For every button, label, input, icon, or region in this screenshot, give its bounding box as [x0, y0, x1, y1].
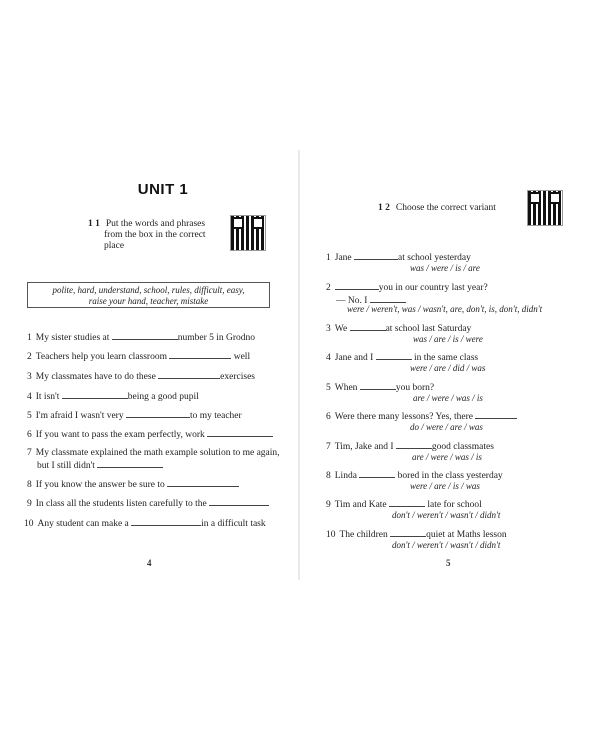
item-reply: — No. I [336, 296, 368, 306]
item-text-after: at school yesterday [398, 253, 471, 263]
task-1-item [24, 517, 266, 530]
item-number: 6 [326, 412, 331, 422]
item-text: My sister studies at [35, 333, 110, 343]
answer-blank[interactable] [158, 370, 220, 379]
item-number: 3 [27, 372, 32, 382]
word-box-line-1: polite, hard, understand, school, rules, difficult, easy, [52, 285, 245, 295]
item-text-after: in the same class [414, 353, 479, 363]
item-number: 5 [27, 411, 32, 421]
answer-options: was / are / is / were [413, 334, 483, 344]
task-2-instruction-text: Choose the correct variant [395, 203, 496, 213]
item-number: 1 [326, 253, 331, 263]
item-text: The children [339, 530, 388, 540]
answer-blank[interactable] [376, 351, 412, 360]
word-box-line-2: raise your hand, teacher, mistake [88, 296, 209, 306]
item-number: 8 [326, 471, 331, 481]
item-text-line-2: but I still didn't [37, 461, 95, 471]
task-1-number: 1 1 [88, 219, 100, 229]
item-text: If you want to pass the exam perfectly, work [35, 430, 205, 440]
item-text-after: number 5 in Grodno [177, 333, 256, 343]
item-text: Linda [334, 471, 357, 481]
task-2-instruction [378, 203, 528, 214]
item-number: 7 [27, 448, 32, 458]
task-1-item [27, 497, 269, 510]
item-number: 8 [27, 480, 32, 490]
answer-options: were / are / is / was [410, 481, 480, 491]
page-gutter [298, 150, 300, 580]
item-text: In class all the students listen carefully to the [35, 499, 207, 509]
task-1-item [27, 448, 280, 472]
answer-blank[interactable] [475, 410, 517, 419]
item-text: Jane and I [334, 353, 374, 363]
answer-blank[interactable] [396, 440, 432, 449]
task-1-item [27, 478, 239, 491]
task-1-item [27, 350, 250, 363]
item-number: 2 [326, 283, 331, 293]
answer-options: don't / weren't / wasn't / didn't [392, 540, 501, 550]
word-box [27, 282, 270, 308]
task-1-item [27, 370, 255, 383]
item-number: 7 [326, 442, 331, 452]
answer-options: were / are / did / was [410, 363, 486, 373]
item-number: 9 [27, 499, 32, 509]
answer-blank[interactable] [112, 331, 178, 340]
answer-options: were / weren't, was / wasn't, are, don't, is, don't, didn't [347, 304, 543, 314]
answer-options: do / were / are / was [410, 422, 483, 432]
item-text-after: you born? [395, 383, 435, 393]
item-text-after: at school last Saturday [385, 324, 472, 334]
item-number: 5 [326, 383, 331, 393]
task-2-number: 1 2 [378, 203, 390, 213]
answer-blank[interactable] [359, 469, 395, 478]
answer-blank[interactable] [169, 350, 231, 359]
answer-options: are / were / was / is [412, 452, 482, 462]
item-text-after: being a good pupil [127, 392, 199, 402]
item-text-after: exercises [220, 372, 255, 382]
item-text-after: bored in the class yesterday [397, 471, 503, 481]
answer-blank[interactable] [370, 294, 406, 303]
item-text-after: well [233, 352, 251, 362]
task-1-instruction-line-2: from the box in the correct [104, 230, 206, 240]
item-text-after: good classmates [431, 442, 494, 452]
item-text: My classmates have to do these [35, 372, 156, 382]
unit-title: UNIT 1 [137, 181, 189, 198]
item-text: When [334, 383, 358, 393]
item-text-after: quiet at Maths lesson [426, 530, 507, 540]
item-text: My classmate explained the math example solution to me again, [35, 448, 280, 458]
task-1-item [27, 390, 199, 403]
answer-blank[interactable] [126, 409, 190, 418]
answer-blank[interactable] [389, 498, 425, 507]
item-text: Tim and Kate [334, 500, 387, 510]
task-1-item [27, 428, 273, 441]
answer-blank[interactable] [354, 251, 398, 260]
item-number: 10 [24, 519, 34, 529]
answer-options: are / were / was / is [413, 393, 483, 403]
answer-blank[interactable] [335, 281, 379, 290]
qr-code-icon [230, 215, 266, 251]
page-number: 4 [147, 558, 152, 568]
item-text: If you know the answer be sure to [35, 480, 165, 490]
answer-blank[interactable] [97, 459, 163, 468]
qr-code-icon [527, 190, 563, 226]
answer-blank[interactable] [131, 517, 201, 526]
item-text-after: you in our country last year? [378, 283, 488, 293]
item-number: 6 [27, 430, 32, 440]
task-1-item [27, 409, 242, 422]
item-text-after: late for school [427, 500, 482, 510]
task-1-item [27, 331, 255, 344]
answer-blank[interactable] [390, 528, 426, 537]
item-text: I'm afraid I wasn't very [35, 411, 124, 421]
task-1-instruction [88, 219, 228, 252]
answer-blank[interactable] [207, 428, 273, 437]
answer-blank[interactable] [167, 478, 239, 487]
task-1-instruction-line-3: place [104, 241, 125, 251]
item-number: 9 [326, 500, 331, 510]
item-number: 4 [27, 392, 32, 402]
answer-options: was / were / is / are [410, 263, 480, 273]
item-text: Tim, Jake and I [334, 442, 394, 452]
item-number: 10 [326, 530, 336, 540]
item-text: It isn't [35, 392, 60, 402]
item-text-after: in a difficult task [201, 519, 266, 529]
item-number: 1 [27, 333, 32, 343]
item-number: 2 [27, 352, 32, 362]
item-text: Were there many lessons? Yes, there [334, 412, 474, 422]
answer-blank[interactable] [360, 381, 396, 390]
page-number: 5 [446, 558, 451, 568]
answer-blank[interactable] [209, 497, 269, 506]
item-number: 3 [326, 324, 331, 334]
item-text-after: to my teacher [189, 411, 242, 421]
answer-blank[interactable] [350, 322, 386, 331]
item-number: 4 [326, 353, 331, 363]
item-text: Teachers help you learn classroom [35, 352, 167, 362]
item-text: We [334, 324, 348, 334]
item-text: Any student can make a [37, 519, 129, 529]
answer-options: don't / weren't / wasn't / didn't [392, 510, 501, 520]
task-1-instruction-line-1: Put the words and phrases [105, 219, 206, 229]
item-text: Jane [334, 253, 352, 263]
answer-blank[interactable] [62, 390, 128, 399]
